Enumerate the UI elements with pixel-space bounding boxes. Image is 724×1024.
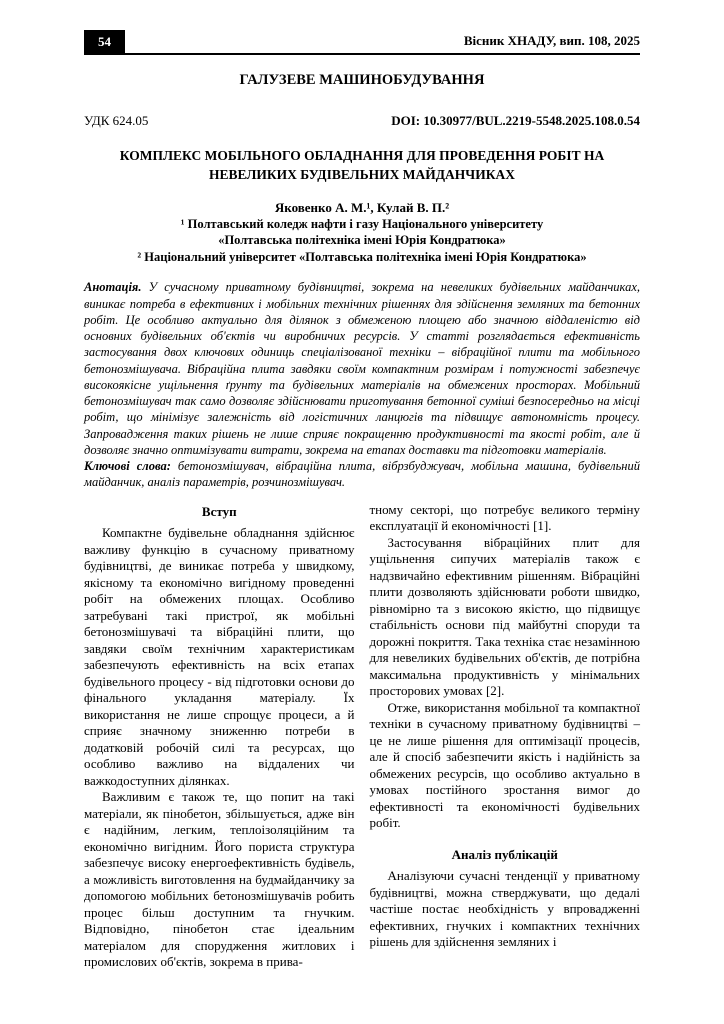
body-paragraph: Компактне будівельне обладнання здійснює важливу функцію в сучасному приватному будівництві, де виникає потреба у швидкому, якісному та економічно вигідному проведенні робіт на обмежених площах. Особливо затребувані такі пристрої, як мобільні бетонозмішувачі та вібраційні плити, що завдяки своїм технічним характеристикам забезпечують ефективність на всіх етапах будівельного процесу - від підготовки основи до фінального укладання матеріалу. Їх використання не лише спрощує процеси, а й сприяє значному зниженню потреби в додатковій робочій силі та ресурсах, що особливо важливо на віддалених чи важкодоступних ділянках. xyxy=(84,525,355,788)
affiliation-line: ² Національний університет «Полтавська політехніка імені Юрія Кондратюка» xyxy=(137,249,587,264)
affiliation-line: ¹ Полтавський коледж нафти і газу Національного університету xyxy=(180,216,544,231)
keywords xyxy=(84,458,640,491)
article-title: КОМПЛЕКС МОБІЛЬНОГО ОБЛАДНАННЯ ДЛЯ ПРОВЕДЕННЯ РОБІТ НА НЕВЕЛИКИХ БУДІВЕЛЬНИХ МАЙДАНЧИКАХ xyxy=(119,148,605,182)
heading-introduction: Вступ xyxy=(201,503,237,519)
left-column xyxy=(84,502,355,971)
page-number: 54 xyxy=(84,30,125,55)
body-paragraph: Отже, використання мобільної та компактної техніки в сучасному приватному будівництві – це не лише рішення для оптимізації процесів, але й спосіб забезпечити якість і надійність за обмежених ресурсів, що особливо актуально в умовах постійного зростання вимог до ефективності та економічності будівельних робіт. xyxy=(369,699,640,831)
body-paragraph: Важливим є також те, що попит на такі матеріали, як пінобетон, збільшується, адже він є надійним, легким, теплоізоляційним та економічно вигідним. Його пориста структура забезпечує високу енергоефективність будівель, а можливість виготовлення на будмайданчику за допомогою мобільних бетонозмішувачів робить процес більш доступним та гнучким. Відповідно, пінобетон стає ідеальним матеріалом для спорудження житлових і промислових об'єктів, зокрема в прива- xyxy=(84,789,355,970)
udc-code: УДК 624.05 xyxy=(84,113,149,128)
body-columns xyxy=(84,502,640,971)
doi: DOI: 10.30977/BUL.2219-5548.2025.108.0.54 xyxy=(391,113,640,128)
keywords-label: Ключові слова: xyxy=(84,459,178,474)
heading-publications-analysis: Аналіз публікацій xyxy=(451,846,558,862)
right-column xyxy=(370,502,641,971)
keywords-text: бетонозмішувач, вібраційна плита, вібрзбуджувач, мобільна машина, будівельний майданчик, аналіз параметрів, розчинозмішувач. xyxy=(84,459,640,490)
journal-title: Вісник ХНАДУ, вип. 108, 2025 xyxy=(463,33,640,48)
body-paragraph: Аналізуючи сучасні тенденції у приватному будівництві, можна стверджувати, що дедалі частіше постає необхідність у впровадженні ефективних, гнучких і компактних технічних рішень для здійснення земляних і xyxy=(369,868,640,950)
abstract-text: У сучасному приватному будівництві, зокрема на невеликих будівельних майданчиках, виникає потреба в ефективних і мобільних технічних рішеннях для здійснення земляних та бетонних робіт. Це особливо актуально для ділянок з обмеженою площею або значною віддаленістю від основних будівельних об'єктів чи виробничих ресурсів. У статті розглядається ефективність застосування двох ключових одиниць спеціалізованої техніки – вібраційної плити та мобільного бетонозмішувача. Вібраційна плита завдяки своїм компактним розмірам і потужності забезпечує високоякісне ущільнення ґрунту та будівельних матеріалів на обмежених просторах. Мобільний бетонозмішувач так само дозволяє здійснювати приготування бетонної суміші безпосередньо на місці робіт, що мінімізує залежність від логістичних ланцюгів та підвищує автономність процесу. Запровадження таких рішень не лише сприяє покращенню продуктивності та якості робіт, але й дозволяє значно оптимізувати витрати, зокрема на етапах доставки та підготовки матеріалів. xyxy=(84,280,640,457)
section-heading: ГАЛУЗЕВЕ МАШИНОБУДУВАННЯ xyxy=(239,72,485,88)
meta-row xyxy=(84,113,640,129)
page-header xyxy=(84,30,640,55)
affiliation-line: «Полтавська політехніка імені Юрія Кондратюка» xyxy=(218,233,506,248)
body-paragraph: тному секторі, що потребує великого терміну експлуатації й економічності [1]. xyxy=(369,501,640,534)
abstract-label: Анотація. xyxy=(84,280,149,295)
abstract xyxy=(84,279,640,458)
body-paragraph: Застосування вібраційних плит для ущільнення сипучих матеріалів також є надзвичайно ефективним рішенням. Вібраційні плити дозволяють здійснювати роботи швидко, рівномірно та з високою якістю, що підвищує стабільність основи під майбутні споруди та дорожні покриття. Така техніка стає незамінною для невеликих будівельних об'єктів, де потрібна максимальна продуктивність у мінімальних просторових умовах [2]. xyxy=(369,534,640,699)
affiliations xyxy=(84,216,640,266)
authors-line: Яковенко А. М.¹, Кулай В. П.² xyxy=(274,199,450,215)
